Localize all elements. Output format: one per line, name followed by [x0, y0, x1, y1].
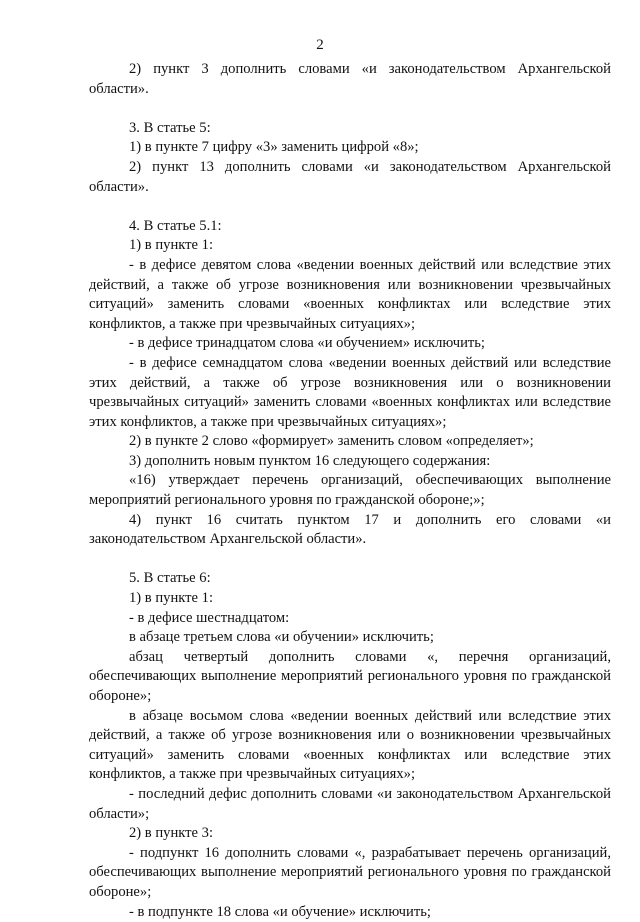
paragraph: 1) в пункте 1:	[129, 590, 214, 607]
paragraph: 4) пункт 16 считать пунктом 17 и дополнить его словами «и законодательством Архангельской области».	[89, 511, 611, 548]
paragraph: - в дефисе семнадцатом слова «ведении военных действий или вследствие этих действий, а также об угрозе возникновения или о возникновении чрезвычайных ситуаций» заменить словами «военных конфликтах или вследствие этих конфликтов, а также при чрезвычайных ситуациях»;	[89, 354, 611, 430]
paragraph: в абзаце третьем слова «и обучении» исключить;	[129, 629, 434, 646]
paragraph: абзац четвертый дополнить словами «, перечня организаций, обеспечивающих выполнение мероприятий регионального уровня по гражданской обороне»;	[89, 648, 611, 704]
paragraph: 3. В статье 5:	[129, 119, 211, 136]
paragraph: - подпункт 16 дополнить словами «, разрабатывает перечень организаций, обеспечивающих выполнение мероприятий регионального уровня по гражданской обороне»;	[89, 844, 611, 900]
paragraph-spacer	[89, 550, 611, 570]
paragraph: 1) в пункте 1:	[129, 237, 214, 254]
paragraph: - последний дефис дополнить словами «и законодательством Архангельской области»;	[89, 785, 611, 822]
paragraph: в абзаце восьмом слова «ведении военных действий или вследствие этих действий, а также об угрозе возникновения или о возникновении чрезвычайных ситуаций» заменить словами «военных конфликтах или вследствие этих конфликтов, а также при чрезвычайных ситуациях»;	[89, 707, 611, 783]
paragraph: 1) в пункте 7 цифру «3» заменить цифрой «8»;	[129, 139, 419, 156]
paragraph: 2) в пункте 3:	[129, 825, 214, 842]
page-number: 2	[316, 37, 324, 53]
paragraph-spacer	[89, 99, 611, 119]
paragraph-spacer	[89, 197, 611, 217]
document-body	[89, 60, 611, 922]
paragraph: 2) пункт 3 дополнить словами «и законодательством Архангельской области».	[89, 61, 611, 97]
paragraph: - в подпункте 18 слова «и обучение» исключить;	[129, 903, 431, 920]
paragraph: - в дефисе шестнадцатом:	[129, 609, 290, 626]
paragraph: 5. В статье 6:	[129, 570, 211, 587]
paragraph: 2) пункт 13 дополнить словами «и законодательством Архангельской области».	[89, 158, 611, 195]
paragraph: - в дефисе тринадцатом слова «и обучением» исключить;	[129, 335, 485, 352]
paragraph: «16) утверждает перечень организаций, обеспечивающих выполнение мероприятий регионального уровня по гражданской обороне;»;	[89, 472, 611, 509]
paragraph: 3) дополнить новым пунктом 16 следующего содержания:	[129, 452, 491, 469]
paragraph: 4. В статье 5.1:	[129, 217, 222, 234]
paragraph: 2) в пункте 2 слово «формирует» заменить словом «определяет»;	[129, 433, 534, 450]
paragraph: - в дефисе девятом слова «ведении военных действий или вследствие этих действий, а также об угрозе возникновения или возникновении чрезвычайных ситуаций» заменить словами «военных конфликтах или вследствие этих конфликтов, а также при чрезвычайных ситуациях»;	[89, 256, 611, 332]
